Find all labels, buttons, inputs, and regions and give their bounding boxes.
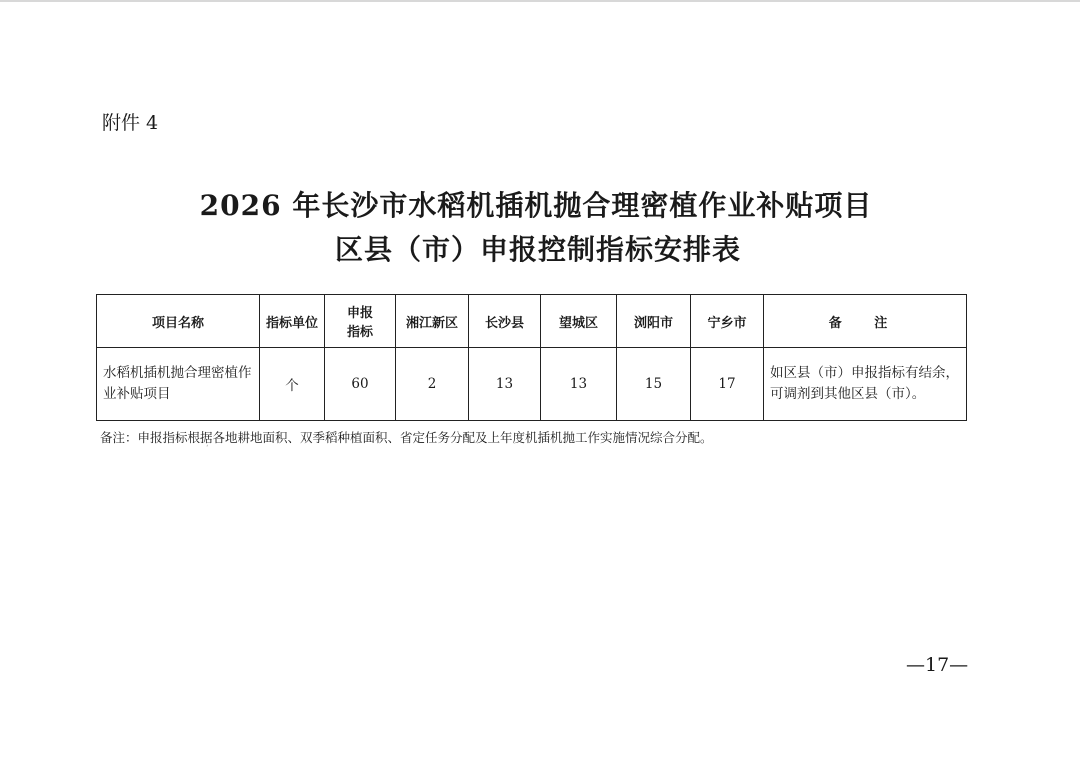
cell-liuyang: 15 bbox=[617, 348, 691, 421]
cell-project-name: 水稻机插机抛合理密植作业补贴项目 bbox=[97, 348, 260, 421]
header-project-name: 项目名称 bbox=[97, 295, 260, 348]
header-xiangjiang: 湘江新区 bbox=[396, 295, 469, 348]
header-wangcheng: 望城区 bbox=[541, 295, 617, 348]
table-header-row bbox=[97, 295, 967, 348]
cell-wangcheng: 13 bbox=[541, 348, 617, 421]
cell-unit: 个 bbox=[260, 348, 325, 421]
header-remark: 备 注 bbox=[764, 295, 967, 348]
table-footnote: 备注：申报指标根据各地耕地面积、双季稻种植面积、省定任务分配及上年度机插机抛工作实施情况综合分配。 bbox=[100, 430, 713, 445]
cell-quota: 60 bbox=[325, 348, 396, 421]
header-quota-line-2: 指标 bbox=[346, 325, 373, 340]
header-ningxiang: 宁乡市 bbox=[691, 295, 764, 348]
cell-changsha: 13 bbox=[469, 348, 541, 421]
cell-ningxiang: 17 bbox=[691, 348, 764, 421]
header-liuyang: 浏阳市 bbox=[617, 295, 691, 348]
quota-table bbox=[96, 294, 967, 421]
scan-speck: ‘ bbox=[206, 444, 209, 452]
document-title-line-1: 2026 年长沙市水稻机插机抛合理密植作业补贴项目 bbox=[199, 189, 873, 222]
page-top-edge bbox=[0, 0, 1080, 2]
cell-xiangjiang: 2 bbox=[396, 348, 469, 421]
header-unit: 指标单位 bbox=[260, 295, 325, 348]
document-title-line-2: 区县（市）申报控制指标安排表 bbox=[334, 233, 741, 266]
page-number: —17— bbox=[906, 654, 969, 676]
attachment-label: 附件 4 bbox=[102, 112, 159, 134]
table-row bbox=[97, 348, 967, 421]
header-quota-line-1: 申报 bbox=[346, 306, 373, 321]
cell-remark: 如区县（市）申报指标有结余，可调剂到其他区县（市）。 bbox=[764, 348, 967, 421]
header-quota bbox=[325, 295, 396, 348]
header-changsha: 长沙县 bbox=[469, 295, 541, 348]
